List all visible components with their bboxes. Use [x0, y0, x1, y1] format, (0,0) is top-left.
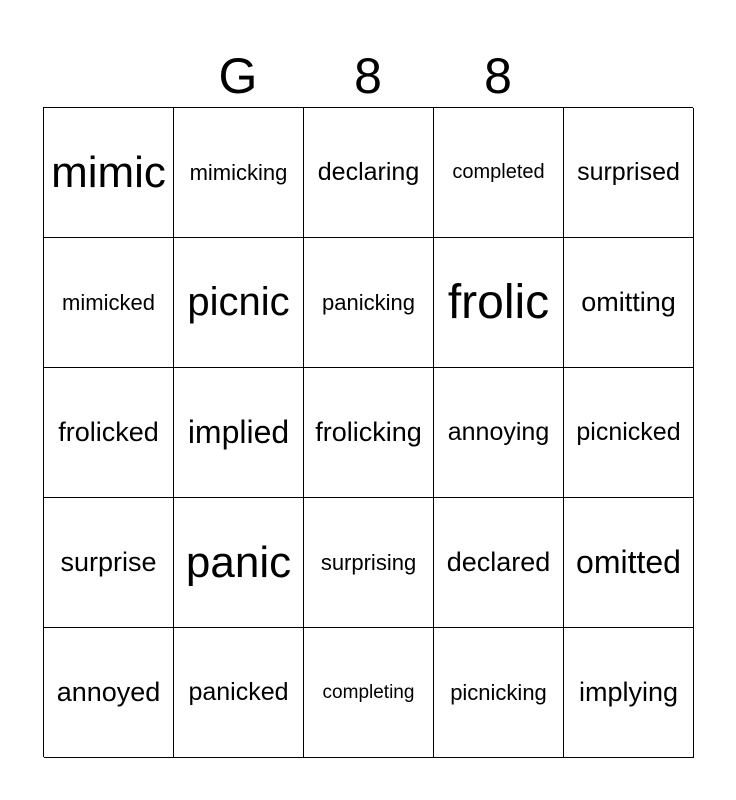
bingo-cell[interactable]: omitted [564, 498, 694, 628]
bingo-cell[interactable]: picnicking [434, 628, 564, 758]
bingo-cell[interactable]: surprise [44, 498, 174, 628]
bingo-grid [43, 107, 693, 757]
bingo-cell[interactable]: mimicking [174, 108, 304, 238]
bingo-cell[interactable]: frolicked [44, 368, 174, 498]
bingo-cell[interactable]: implying [564, 628, 694, 758]
bingo-cell[interactable]: mimicked [44, 238, 174, 368]
bingo-cell[interactable]: surprising [304, 498, 434, 628]
header-letter-1 [43, 44, 173, 108]
bingo-cell[interactable]: declaring [304, 108, 434, 238]
bingo-cell[interactable]: completing [304, 628, 434, 758]
bingo-cell[interactable]: annoyed [44, 628, 174, 758]
bingo-cell[interactable]: omitting [564, 238, 694, 368]
bingo-cell[interactable]: panicking [304, 238, 434, 368]
bingo-cell[interactable]: annoying [434, 368, 564, 498]
bingo-cell[interactable]: implied [174, 368, 304, 498]
bingo-cell[interactable]: picnic [174, 238, 304, 368]
header-letter-2: G [218, 48, 258, 104]
bingo-cell[interactable]: completed [434, 108, 564, 238]
bingo-cell[interactable]: frolicking [304, 368, 434, 498]
header-letter-5 [563, 44, 693, 108]
bingo-cell[interactable]: panic [174, 498, 304, 628]
bingo-cell[interactable]: picnicked [564, 368, 694, 498]
header-letter-3: 8 [354, 48, 382, 104]
bingo-cell[interactable]: declared [434, 498, 564, 628]
bingo-cell[interactable]: surprised [564, 108, 694, 238]
bingo-cell[interactable]: mimic [44, 108, 174, 238]
header-letter-4: 8 [484, 48, 512, 104]
bingo-cell[interactable]: frolic [434, 238, 564, 368]
bingo-cell[interactable]: panicked [174, 628, 304, 758]
card-header [43, 44, 693, 108]
